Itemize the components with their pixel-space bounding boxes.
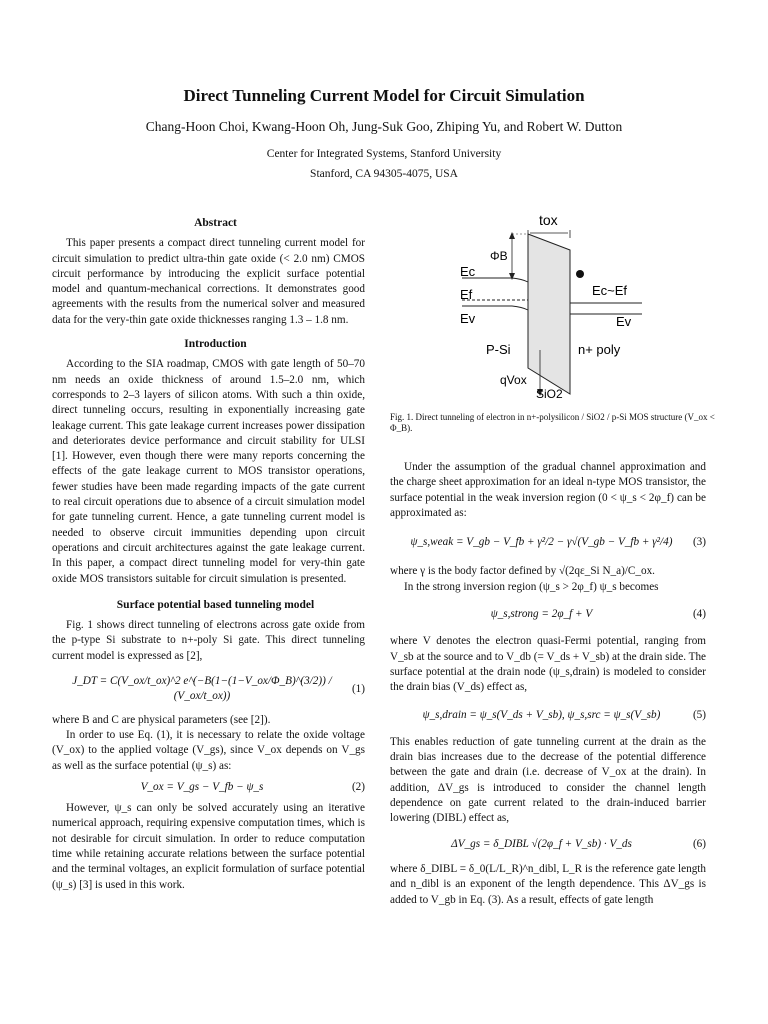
paper-title: Direct Tunneling Current Model for Circuit Simulation (183, 86, 585, 105)
surface-paragraph-4: However, ψ_s can only be solved accurately using an iterative numerical approach, requiring expensive computation times, which is not desirable for circuit simulation. In order to reduce computation time while retaining accurate relations between the surface potential and the terminal voltages, an explicit formulation of surface potential (ψ_s) [3] is used in this work. (52, 802, 365, 891)
surface-potential-heading: Surface potential based tunneling model (116, 598, 315, 611)
surface-paragraph-1: Fig. 1 shows direct tunneling of electrons across gate oxide from the p-type Si substrate to n+-poly Si gate. This direct tunneling current model is expressed as [2], (52, 619, 365, 662)
equation-3-number: (3) (692, 536, 706, 549)
equation-1 (52, 674, 365, 705)
equation-3 (390, 535, 706, 550)
surface-paragraph-3: In order to use Eq. (1), it is necessary to relate the oxide voltage (V_ox) to the applied voltage (V_gs), since V_ox depends on V_gs as well as the surface potential (ψ_s) as: (52, 728, 365, 772)
equation-6-body: ΔV_gs = δ_DIBL √(2φ_f + V_sb) · V_ds (451, 837, 632, 850)
label-tox: tox (539, 212, 558, 228)
label-n-poly: n+ poly (578, 342, 621, 357)
right-paragraph-5: This enables reduction of gate tunneling current at the drain as the drain bias increases due to the decrease of the potential difference between the gate and drain (i.e. decrease of V_ox at the drain). In addition, ΔV_gs is introduced to consider the channel length dependence on gate current related to the drain-induced barrier lowering (DIBL) effect as, (390, 735, 706, 825)
right-column (390, 460, 706, 908)
oxide-barrier-shape (528, 234, 570, 394)
equation-3-body: ψ_s,weak = V_gb − V_fb + γ²/2 − γ√(V_gb − V_fb + γ²/4) (410, 536, 673, 549)
equation-4 (390, 607, 706, 622)
label-ec-ef: Ec~Ef (592, 283, 628, 298)
equation-2-body: V_ox = V_gs − V_fb − ψ_s (140, 780, 264, 793)
right-paragraph-2: where γ is the body factor defined by √(2qε_Si N_a)/C_ox. (390, 565, 655, 578)
affiliation-line-2: Stanford, CA 94305-4075, USA (310, 168, 458, 180)
equation-5 (390, 708, 706, 723)
label-ev: Ev (460, 311, 476, 326)
right-paragraph-4: where V denotes the electron quasi-Fermi potential, ranging from V_sb at the source and to V_db (= V_ds + V_sb) at the drain side. The surface potential at the drain node (ψ_s,drain) is modeled to consider the drain bias (V_ds) effect as, (390, 635, 706, 694)
affiliation-line-1: Center for Integrated Systems, Stanford University (266, 148, 502, 160)
left-column (52, 216, 365, 893)
band-diagram-figure (452, 208, 652, 408)
label-ef: Ef (460, 287, 473, 302)
author-list: Chang-Hoon Choi, Kwang-Hoon Oh, Jung-Suk Goo, Zhiping Yu, and Robert W. Dutton (145, 119, 623, 134)
equation-1-body: J_DT = C(V_ox/t_ox)^2 e^(−B(1−(1−V_ox/Φ_B)^(3/2)) / (V_ox/t_ox)) (72, 675, 332, 703)
equation-6 (390, 837, 706, 852)
abstract-text: This paper presents a compact direct tunneling current model for circuit simulation to predict ultra-thin gate oxide (< 2.0 nm) CMOS circuit performance by introducing the explicit surface potential model and quantum-mechanical corrections. It demonstrates good agreements with the results from the numerical solver and measured data for the very-thin gate oxide thicknesses ranging 1.3 – 1.8 nm. (52, 237, 365, 326)
equation-2 (52, 780, 365, 795)
label-ev-right: Ev (616, 314, 632, 329)
equation-1-number: (1) (351, 682, 365, 695)
label-p-si: P-Si (486, 342, 511, 357)
equation-2-number: (2) (351, 780, 365, 793)
figure-1-caption: Fig. 1. Direct tunneling of electron in n+-polysilicon / SiO2 / p-Si MOS structure (V_ox < Φ_B). (390, 412, 715, 433)
equation-4-number: (4) (692, 608, 706, 621)
introduction-text: According to the SIA roadmap, CMOS with gate length of 50–70 nm needs an oxide thickness of around 1.5–2.0 nm, which corresponds to 2–3 layers of silicon atoms. With such a thin oxide, direct tunneling occurs, resulting in exponentially increasing gate leakage current. This gate leakage current increases power dissipation and deteriorates device performance and circuit stability for ULSI [1]. However, even though there were many reports concerning the effects of the gate leakage current to MOS transistor operations, fewer studies have been made regarding impacts of the gate current to real circuit operations due to absence of a circuit simulation model for gate tunneling current. Hence, a gate tunneling current model is needed to observe circuit immunities depending upon circuit operations and circuit architectures against the gate leakage current. In this paper, a compact direct tunneling model for very-thin gate oxide MOS transistors suitable for circuit simulation is presented. (52, 358, 365, 585)
surface-paragraph-2: where B and C are physical parameters (see [2]). (52, 713, 271, 726)
abstract-heading: Abstract (194, 217, 237, 229)
electron-dot (576, 270, 584, 278)
right-paragraph-1: Under the assumption of the gradual channel approximation and the charge sheet approximation for an ideal n-type MOS transistor, the surface potential in the weak inversion region (0 < ψ_s < 2φ_f) can be approximated as: (390, 461, 706, 519)
equation-4-body: ψ_s,strong = 2φ_f + V (490, 608, 593, 621)
label-ec: Ec (460, 264, 476, 279)
right-paragraph-3: In the strong inversion region (ψ_s > 2φ_f) ψ_s becomes (404, 580, 659, 593)
equation-6-number: (6) (692, 837, 706, 850)
label-sio2: SiO2 (536, 387, 563, 401)
label-phi-b: ΦB (490, 249, 508, 263)
introduction-heading: Introduction (184, 338, 247, 351)
label-qvox: qVox (500, 373, 527, 387)
equation-5-number: (5) (692, 708, 706, 721)
right-paragraph-6: where δ_DIBL = δ_0(L/L_R)^n_dibl, L_R is the reference gate length and n_dibl is an exponent of the length dependence. This ΔV_gs is added to V_gb in Eq. (3). As a result, effects of gate length (390, 862, 706, 906)
equation-5-body: ψ_s,drain = ψ_s(V_ds + V_sb), ψ_s,src = ψ_s(V_sb) (422, 708, 661, 721)
